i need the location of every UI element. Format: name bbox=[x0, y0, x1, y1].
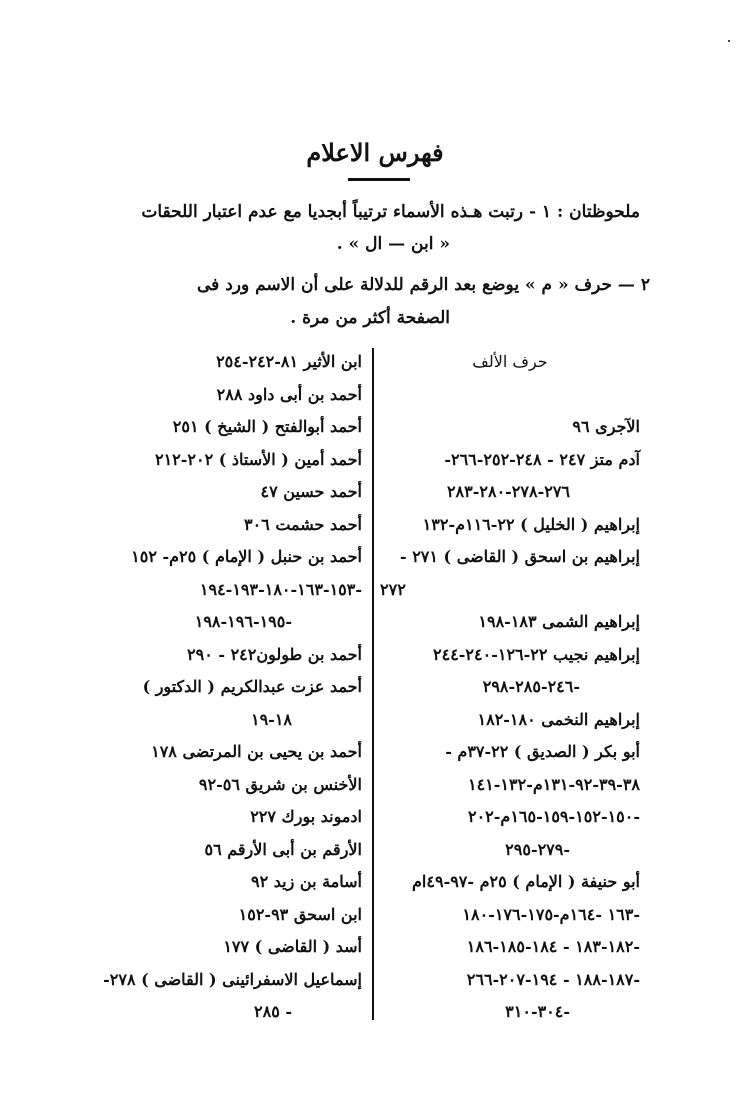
note-line-4: الصفحة أكثر من مرة . bbox=[290, 308, 450, 328]
note-line-3: ٢ — حرف « م » يوضع بعد الرقم للدلالة على أن الاسم ورد فى bbox=[197, 275, 650, 295]
index-entry: أبو حنيفة ( الإمام ) ٢٥م -٩٧-٤٩ام bbox=[412, 872, 640, 891]
note-line-2: « ابن — ال » . bbox=[336, 234, 450, 254]
index-entry-continuation: -٢٤٦-٢٨٥-٢٩٨ bbox=[482, 677, 580, 696]
index-entry: إسماعيل الاسفرائينى ( القاضى ) ٢٧٨- bbox=[103, 969, 362, 989]
section-heading: حرف الألف bbox=[472, 352, 548, 371]
page-title: فهرس الاعلام bbox=[306, 138, 444, 167]
scan-speck bbox=[728, 40, 730, 42]
index-entry: أسامة بن زيد ٩٢ bbox=[251, 872, 362, 891]
index-entry: أحمد بن أبى داود ٢٨٨ bbox=[216, 384, 362, 404]
index-entry-continuation: ٢٧٢ bbox=[380, 579, 406, 599]
index-entry: الأرقم بن أبى الأرقم ٥٦ bbox=[204, 839, 362, 859]
index-entry-continuation: - ٢٨٥ bbox=[254, 1002, 292, 1021]
index-entry: أحمد أبوالفتح ( الشيخ ) ٢٥١ bbox=[172, 417, 362, 436]
note-line-1: ملحوظتان : ١ - رتبت هـذه الأسماء ترتيباً أبجديا مع عدم اعتبار اللحقات bbox=[141, 202, 640, 222]
index-entry-continuation: ٣٨-٣٩-٩٢-١٣١م-١٣٢-١٤١ bbox=[467, 774, 640, 794]
index-entry: الأخنس بن شريق ٥٦-٩٢ bbox=[198, 774, 362, 794]
index-entry-continuation: -١٦٣ -١٦٤م-١٧٥-١٧٦-١٨٠ bbox=[462, 904, 640, 924]
title-underline bbox=[348, 178, 410, 181]
index-entry: إبراهيم النخمى ١٨٠-١٨٢ bbox=[477, 709, 640, 729]
index-entry: أبو بكر ( الصديق ) ٢٢-٣٧م - bbox=[445, 742, 640, 761]
index-entry-continuation: ٢٧٦-٢٧٨-٢٨٠-٢٨٣ bbox=[446, 482, 570, 501]
index-entry: أحمد بن يحيى بن المرتضى ١٧٨ bbox=[151, 742, 362, 761]
index-entry: أحمد حشمت ٣٠٦ bbox=[243, 514, 362, 534]
index-entry-continuation: -٣٠٤-٣١٠ bbox=[505, 1002, 570, 1021]
index-entry-continuation: -١٥٣-١٦٣-١٨٠-١٩٣-١٩٤ bbox=[199, 579, 362, 599]
index-entry: الآجرى ٩٦ bbox=[572, 417, 640, 436]
index-entry-continuation: -١٨٢-١٨٣ - ١٨٤-١٨٥-١٨٦ bbox=[466, 937, 640, 956]
index-entry: ابن اسحق ٩٣-١٥٢ bbox=[238, 904, 362, 924]
index-entry-continuation: ١٨-١٩ bbox=[250, 709, 292, 729]
index-entry-continuation: -١٥٠-١٥٢-١٥٩-١٦٥م-٢٠٢ bbox=[467, 807, 640, 826]
index-column-left bbox=[102, 346, 362, 1029]
index-entry: أحمد بن حنبل ( الإمام ) ٢٥م- ١٥٢ bbox=[131, 547, 362, 566]
index-entry: إبراهيم بن اسحق ( القاضى ) ٢٧١ - bbox=[399, 547, 640, 566]
index-entry: إبراهيم ( الخليل ) ٢٢-١١٦م-١٣٢ bbox=[422, 514, 640, 534]
index-entry: إبراهيم الشمى ١٨٣-١٩٨ bbox=[478, 612, 640, 631]
index-entry: أحمد بن طولون٢٤٢ - ٢٩٠ bbox=[187, 644, 362, 664]
index-entry: أحمد عزت عبدالكريم ( الدكتور ) bbox=[142, 677, 362, 696]
index-entry: آدم متز ٢٤٧ - ٢٤٨-٢٥٢-٢٦٦- bbox=[444, 449, 640, 469]
index-entry-continuation: -١٩٥-١٩٦-١٩٨ bbox=[194, 612, 292, 631]
index-entry-continuation: -١٨٧-١٨٨ - ١٩٤-٢٠٧-٢٦٦ bbox=[466, 969, 640, 989]
index-entry: أحمد أمين ( الأستاذ ) ٢٠٢-٢١٢ bbox=[154, 449, 362, 469]
index-entry: أحمد حسين ٤٧ bbox=[260, 482, 362, 501]
index-entry: أسد ( القاضى ) ١٧٧ bbox=[223, 937, 362, 956]
index-entry: إبراهيم نجيب ٢٢-١٢٦-٢٤٠-٢٤٤ bbox=[433, 644, 640, 664]
index-entry-continuation: -٢٧٩-٢٩٥ bbox=[505, 839, 570, 859]
column-divider bbox=[372, 348, 374, 1020]
index-entry: ادموند بورك ٢٢٧ bbox=[250, 807, 362, 826]
index-column-right bbox=[380, 346, 640, 1029]
index-entry: ابن الأثير ٨١-٢٤٢-٢٥٤ bbox=[216, 352, 362, 371]
